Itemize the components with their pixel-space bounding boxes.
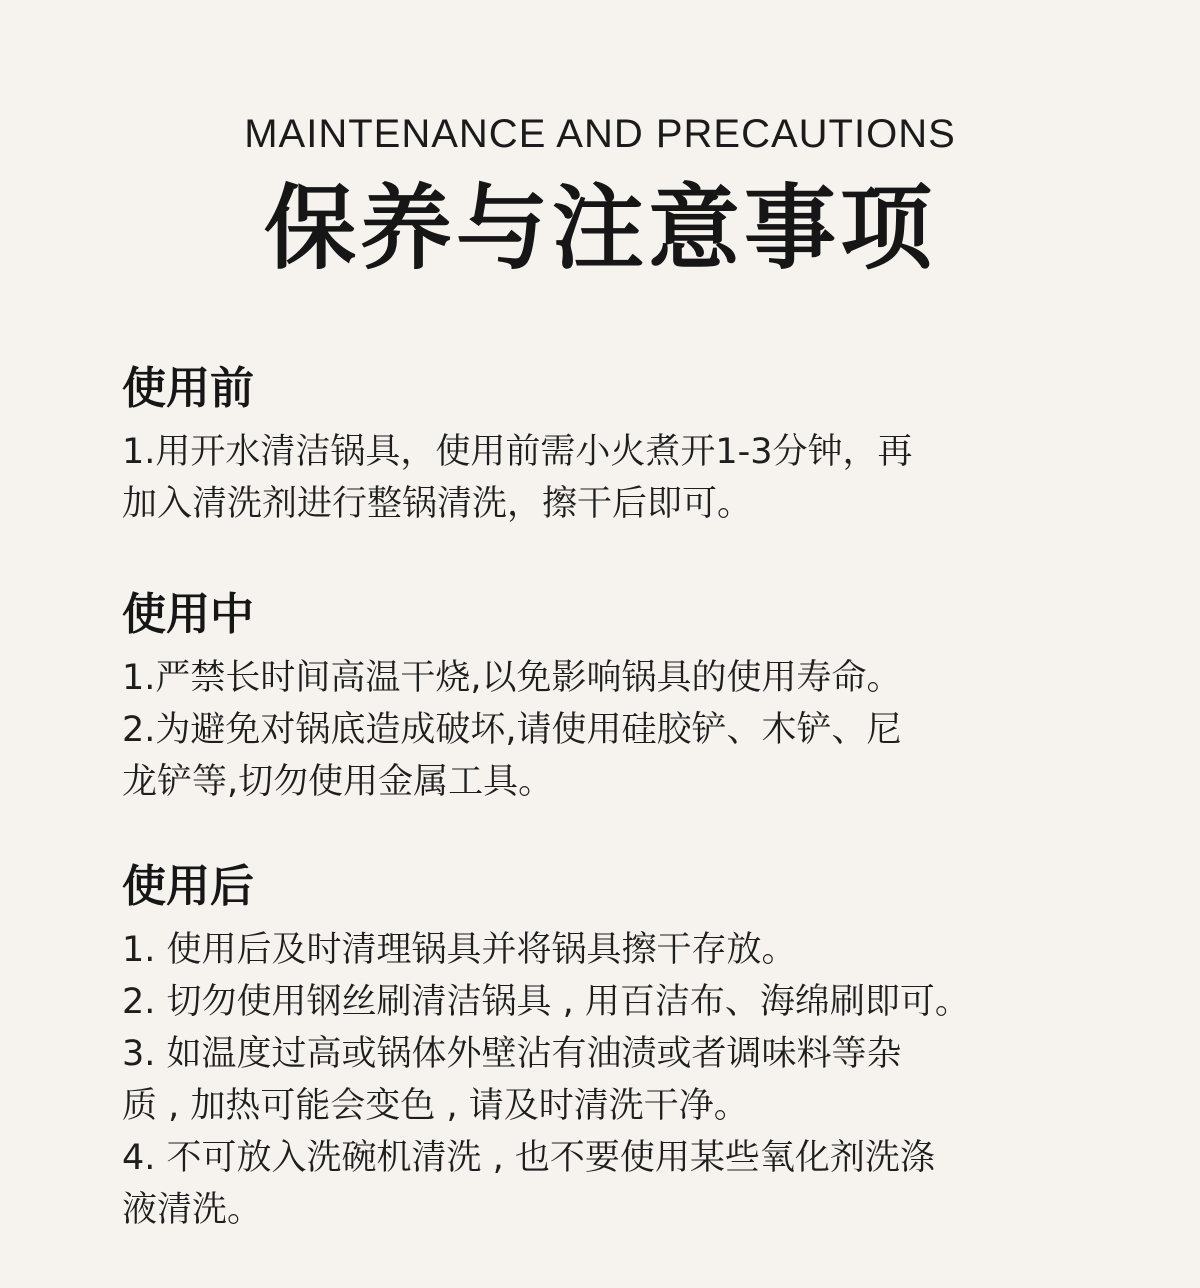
text-line: 2.为避免对锅底造成破坏,请使用硅胶铲、木铲、尼 xyxy=(122,710,902,750)
text-line: 3. 如温度过高或锅体外壁沾有油渍或者调味料等杂 xyxy=(122,1034,902,1074)
text-line: 4. 不可放入洗碗机清洗 , 也不要使用某些氧化剂洗涤 xyxy=(122,1138,935,1178)
page-title: 保养与注意事项 xyxy=(263,175,936,282)
section-heading: 使用后 xyxy=(122,861,254,912)
text-line: 2. 切勿使用钢丝刷清洁锅具 , 用百洁布、海绵刷即可。 xyxy=(122,982,970,1022)
page-header xyxy=(0,108,1200,284)
text-line: 1. 使用后及时清理锅具并将锅具擦干存放。 xyxy=(122,930,797,970)
section-during-use xyxy=(122,584,1102,808)
section-after-use xyxy=(122,856,1102,1236)
section-heading: 使用前 xyxy=(122,363,254,414)
text-line: 质 , 加热可能会变色 , 请及时清洗干净。 xyxy=(122,1086,749,1126)
text-line: 加入清洗剂进行整锅清洗，擦干后即可。 xyxy=(122,484,753,524)
text-line: 液清洗。 xyxy=(122,1190,263,1230)
text-line: 龙铲等,切勿使用金属工具。 xyxy=(122,762,554,802)
text-line: 1.严禁长时间高温干烧,以免影响锅具的使用寿命。 xyxy=(122,658,902,698)
english-title: MAINTENANCE AND PRECAUTIONS xyxy=(244,112,956,156)
text-line: 1.用开水清洁锅具，使用前需小火煮开1-3分钟，再 xyxy=(122,432,913,472)
section-heading: 使用中 xyxy=(122,589,254,640)
section-before-use xyxy=(122,358,1102,530)
